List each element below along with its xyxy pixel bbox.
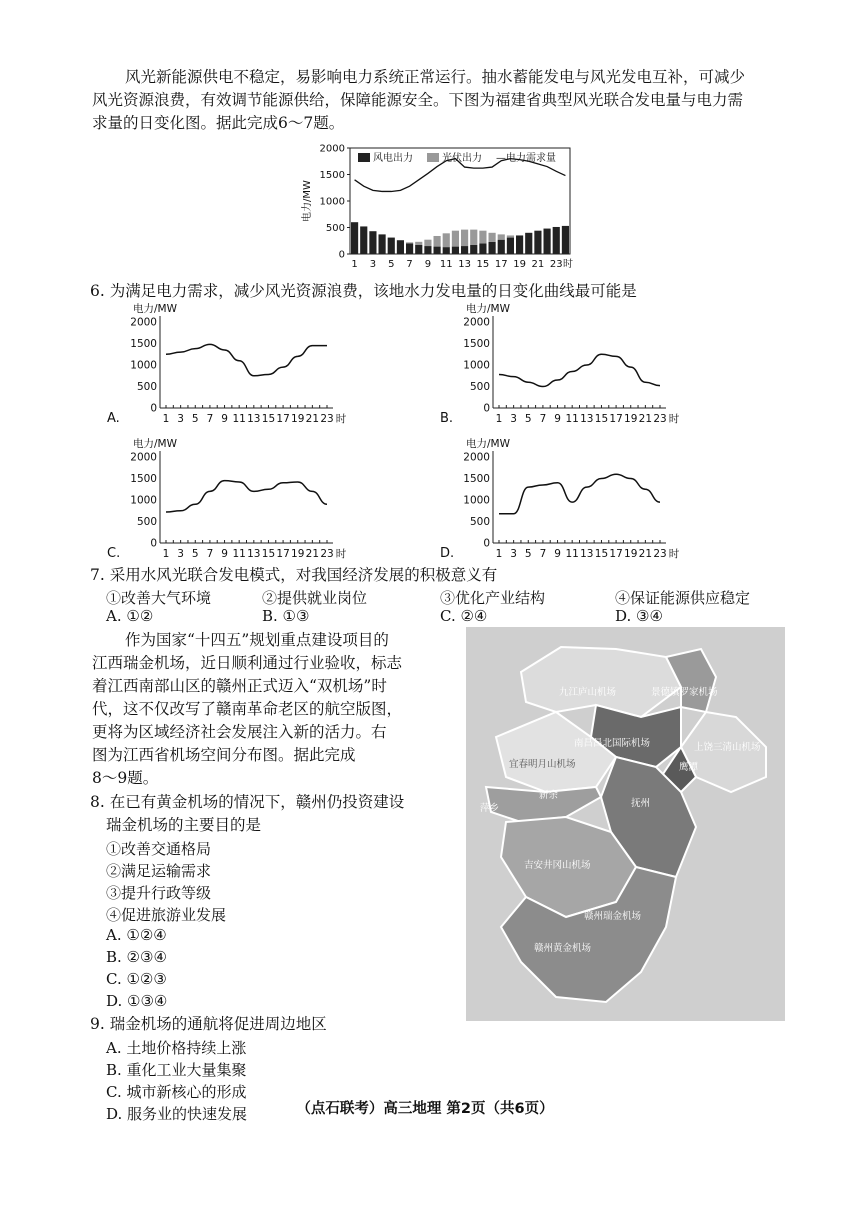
x-tick-label: 13 (247, 413, 261, 425)
x-tick-label: 9 (221, 413, 228, 425)
x-tick-label: 19 (624, 413, 638, 425)
y-tick-label: 1500 (130, 473, 157, 485)
x-tick-label: 7 (406, 259, 413, 270)
x-tick-label: 13 (580, 548, 594, 560)
x-tick-label: 17 (276, 548, 290, 560)
q7-item-3: ③优化产业结构 (440, 589, 546, 607)
bar-solar (443, 233, 450, 247)
q8-choice-b[interactable]: B. ②③④ (106, 948, 167, 966)
q8-stem-1: 8. 在已有黄金机场的情况下，赣州仍投资建设 (90, 793, 405, 811)
bar-solar (461, 230, 468, 246)
y-tick-label: 500 (136, 381, 157, 393)
legend-label-wind: 风电出力 (373, 153, 413, 164)
intro2-line3: 着江西南部山区的赣州正式迈入“双机场”时 (92, 677, 387, 695)
bar-wind (415, 245, 422, 254)
y-axis-label: 电力/MW (302, 180, 313, 222)
bar-wind (379, 234, 386, 254)
x-tick-label: 时 (668, 548, 680, 560)
bar-wind (544, 229, 551, 254)
legend-swatch-wind (358, 153, 370, 162)
bar-wind (397, 240, 404, 254)
x-tick-label: 1 (495, 413, 503, 425)
x-tick-label: 11 (232, 413, 246, 425)
y-axis-label: 电力/MW (466, 303, 510, 315)
x-tick-label: 23 (320, 548, 334, 560)
x-tick-label: 21 (531, 259, 545, 270)
y-tick-label: 2000 (463, 451, 490, 464)
x-tick-label: 9 (424, 259, 432, 270)
map-label-yingtan: 鹰潭 (679, 762, 699, 773)
y-tick-label: 0 (483, 402, 490, 415)
line-hydro (499, 354, 660, 386)
q9-choice-b[interactable]: B. 重化工业大量集聚 (106, 1061, 247, 1079)
bar-wind (424, 246, 431, 254)
q7-choice-b[interactable]: B. ①③ (262, 607, 310, 625)
x-tick-label: 21 (638, 413, 653, 425)
bar-wind (562, 226, 569, 254)
bar-wind (516, 235, 523, 254)
q9-choice-c[interactable]: C. 城市新核心的形成 (106, 1083, 247, 1101)
q8-item-2: ②满足运输需求 (106, 862, 212, 880)
x-tick-label: 3 (177, 413, 184, 425)
page-footer: （点石联考）高三地理 第2页（共6页） (296, 1101, 554, 1117)
q9-choice-d[interactable]: D. 服务业的快速发展 (106, 1105, 248, 1123)
y-tick-label: 1000 (319, 196, 345, 208)
x-tick-label: 时 (563, 259, 573, 270)
map-label-huangjin: 赣州黄金机场 (534, 943, 592, 954)
q7-item-2: ②提供就业岗位 (262, 589, 368, 607)
y-tick-label: 1000 (130, 359, 157, 372)
x-tick-label: 5 (524, 548, 532, 560)
x-tick-label: 7 (539, 548, 547, 560)
bar-solar (470, 230, 477, 245)
line-hydro (166, 344, 327, 375)
x-tick-label: 21 (305, 413, 320, 425)
q9-choice-a[interactable]: A. 土地价格持续上涨 (106, 1039, 247, 1057)
x-tick-label: 3 (177, 548, 184, 560)
q6-chart-a (105, 300, 355, 430)
x-tick-label: 19 (291, 548, 305, 560)
bar-wind (461, 246, 468, 254)
x-tick-label: 23 (653, 413, 667, 425)
q7-choice-d[interactable]: D. ③④ (615, 607, 663, 625)
x-tick-label: 3 (510, 548, 517, 560)
x-tick-label: 1 (351, 259, 358, 270)
map-label-fuzhou: 抚州 (631, 798, 651, 809)
x-tick-label: 9 (554, 548, 561, 560)
x-tick-label: 17 (609, 413, 623, 425)
x-tick-label: 11 (565, 548, 579, 560)
bar-solar (415, 242, 422, 245)
q8-item-1: ①改善交通格局 (106, 840, 212, 858)
q8-choice-c[interactable]: C. ①②③ (106, 970, 167, 988)
y-tick-label: 0 (338, 249, 345, 261)
q7-choice-c[interactable]: C. ②④ (440, 607, 488, 625)
intro2-line1: 作为国家“十四五”规划重点建设项目的 (125, 631, 389, 649)
y-tick-label: 2000 (130, 316, 157, 329)
y-tick-label: 500 (136, 516, 157, 528)
q7-item-4: ④保证能源供应稳定 (615, 589, 751, 607)
y-tick-label: 2000 (463, 316, 490, 329)
bar-wind (452, 247, 459, 254)
q8-choice-a[interactable]: A. ①②④ (106, 926, 167, 944)
q8-item-4: ④促进旅游业发展 (106, 906, 227, 924)
q9-stem: 9. 瑞金机场的通航将促进周边地区 (90, 1015, 327, 1033)
x-tick-label: 5 (191, 548, 199, 560)
intro1-line2: 风光资源浪费，有效调节能源供给，保障能源安全。下图为福建省典型风光联合发电量与电力需 (92, 91, 744, 109)
x-tick-label: 1 (162, 548, 170, 560)
option-label: C. (107, 546, 121, 561)
x-tick-label: 21 (638, 548, 653, 560)
main-chart (300, 136, 580, 273)
x-tick-label: 15 (261, 548, 276, 560)
x-tick-label: 7 (539, 413, 547, 425)
y-tick-label: 500 (469, 516, 490, 528)
intro2-line2: 江西瑞金机场，近日顺利通过行业验收，标志 (92, 654, 403, 672)
q6-chart-d (438, 435, 688, 565)
bar-wind (489, 242, 496, 254)
x-tick-label: 23 (549, 259, 563, 270)
bar-wind (360, 226, 367, 254)
intro2-line5: 更将为区域经济社会发展注入新的活力。右 (92, 723, 387, 741)
x-tick-label: 7 (206, 548, 214, 560)
intro1-line3: 求量的日变化图。据此完成6～7题。 (92, 114, 345, 132)
x-tick-label: 19 (513, 259, 526, 270)
bar-solar (507, 235, 514, 237)
x-tick-label: 15 (594, 413, 609, 425)
y-tick-label: 2000 (319, 143, 345, 155)
bar-solar (434, 236, 441, 247)
x-tick-label: 13 (580, 413, 594, 425)
bar-wind (507, 238, 514, 254)
x-tick-label: 21 (305, 548, 320, 560)
x-tick-label: 15 (594, 548, 609, 560)
q6-chart-c (105, 435, 355, 565)
x-tick-label: 13 (458, 259, 471, 270)
x-tick-label: 19 (624, 548, 638, 560)
y-tick-label: 1500 (319, 170, 345, 181)
bar-solar (489, 233, 496, 242)
option-label: B. (440, 411, 454, 426)
bar-wind (434, 247, 441, 254)
x-tick-label: 15 (476, 259, 490, 270)
x-tick-label: 5 (191, 413, 199, 425)
y-tick-label: 1000 (463, 359, 490, 372)
x-tick-label: 17 (494, 259, 508, 270)
y-tick-label: 0 (483, 537, 490, 550)
q6-stem: 6. 为满足电力需求，减少风光资源浪费，该地水力发电量的日变化曲线最可能是 (90, 282, 637, 300)
y-tick-label: 500 (469, 381, 490, 393)
q8-item-3: ③提升行政等级 (106, 884, 212, 902)
y-tick-label: 0 (150, 402, 157, 415)
map-label-ruijin: 赣州瑞金机场 (584, 911, 642, 922)
y-tick-label: 1000 (463, 494, 490, 507)
y-tick-label: 2000 (130, 451, 157, 464)
bar-wind (443, 247, 450, 254)
bar-wind (525, 233, 532, 254)
bar-wind (388, 238, 395, 254)
x-tick-label: 17 (609, 548, 623, 560)
intro2-line7: 8～9题。 (92, 769, 159, 787)
bar-wind (498, 240, 505, 254)
x-tick-label: 19 (291, 413, 305, 425)
q8-choice-d[interactable]: D. ①③④ (106, 992, 168, 1010)
jiangxi-airport-map (466, 627, 785, 1021)
bar-solar (452, 231, 459, 247)
y-axis-label: 电力/MW (466, 438, 510, 450)
map-label-xinyu: 新余 (539, 790, 559, 801)
x-tick-label: 15 (261, 413, 276, 425)
option-label: A. (107, 411, 120, 426)
x-tick-label: 23 (653, 548, 667, 560)
x-tick-label: 1 (162, 413, 170, 425)
line-hydro (499, 474, 660, 514)
map-label-nanchang: 南昌昌北国际机场 (574, 738, 651, 749)
map-label-pingxiang: 萍乡 (480, 803, 500, 814)
x-tick-label: 9 (221, 548, 228, 560)
x-tick-label: 9 (554, 413, 561, 425)
y-tick-label: 1000 (130, 494, 157, 507)
x-tick-label: 3 (369, 259, 377, 270)
bar-wind (369, 231, 376, 254)
map-label-jingdezhen: 景德镇罗家机场 (651, 687, 718, 698)
bar-wind (479, 243, 486, 254)
bar-wind (534, 231, 541, 254)
q7-choice-a[interactable]: A. ①② (106, 607, 154, 625)
map-label-shangrao: 上饶三清山机场 (694, 742, 761, 753)
x-tick-label: 1 (495, 548, 503, 560)
y-axis-label: 电力/MW (133, 303, 177, 315)
q6-chart-b (438, 300, 688, 430)
option-label: D. (440, 546, 455, 561)
legend-label-solar: 光伏出力 (442, 153, 482, 164)
x-tick-label: 时 (668, 413, 680, 425)
map-label-jian: 吉安井冈山机场 (524, 860, 591, 871)
x-tick-label: 7 (206, 413, 214, 425)
q8-stem-2: 瑞金机场的主要目的是 (106, 816, 262, 834)
x-tick-label: 3 (510, 413, 517, 425)
bar-solar (479, 231, 486, 244)
intro1-line1: 风光新能源供电不稳定，易影响电力系统正常运行。抽水蓄能发电与风光发电互补，可减少 (125, 68, 746, 86)
map-label-jiujiang: 九江庐山机场 (559, 687, 617, 698)
x-tick-label: 5 (388, 259, 395, 270)
intro2-line4: 代，这不仅改写了赣南革命老区的航空版图， (92, 700, 403, 718)
y-tick-label: 500 (325, 223, 345, 234)
x-tick-label: 11 (565, 413, 579, 425)
map-label-yichun: 宜春明月山机场 (509, 759, 576, 770)
bar-wind (406, 243, 413, 254)
q7-item-1: ①改善大气环境 (106, 589, 212, 607)
q7-stem: 7. 采用水风光联合发电模式，对我国经济发展的积极意义有 (90, 566, 498, 584)
bar-wind (553, 227, 560, 254)
y-tick-label: 0 (150, 537, 157, 550)
x-tick-label: 13 (247, 548, 261, 560)
x-tick-label: 5 (524, 413, 532, 425)
x-tick-label: 11 (232, 548, 246, 560)
bar-solar (424, 240, 431, 246)
x-tick-label: 时 (335, 413, 347, 425)
x-tick-label: 11 (439, 259, 453, 270)
bar-wind (470, 245, 477, 254)
legend-label-demand: —电力需求量 (496, 153, 556, 164)
x-tick-label: 23 (320, 413, 334, 425)
y-tick-label: 1500 (463, 473, 490, 485)
intro2-line6: 图为江西省机场空间分布图。据此完成 (92, 746, 356, 764)
y-tick-label: 1500 (463, 338, 490, 350)
y-tick-label: 1500 (130, 338, 157, 350)
line-hydro (166, 481, 327, 512)
y-axis-label: 电力/MW (133, 438, 177, 450)
x-tick-label: 17 (276, 413, 290, 425)
bar-wind (351, 222, 358, 254)
bar-solar (498, 234, 505, 239)
legend-swatch-solar (427, 153, 439, 162)
x-tick-label: 时 (335, 548, 347, 560)
bar-solar (406, 242, 413, 243)
